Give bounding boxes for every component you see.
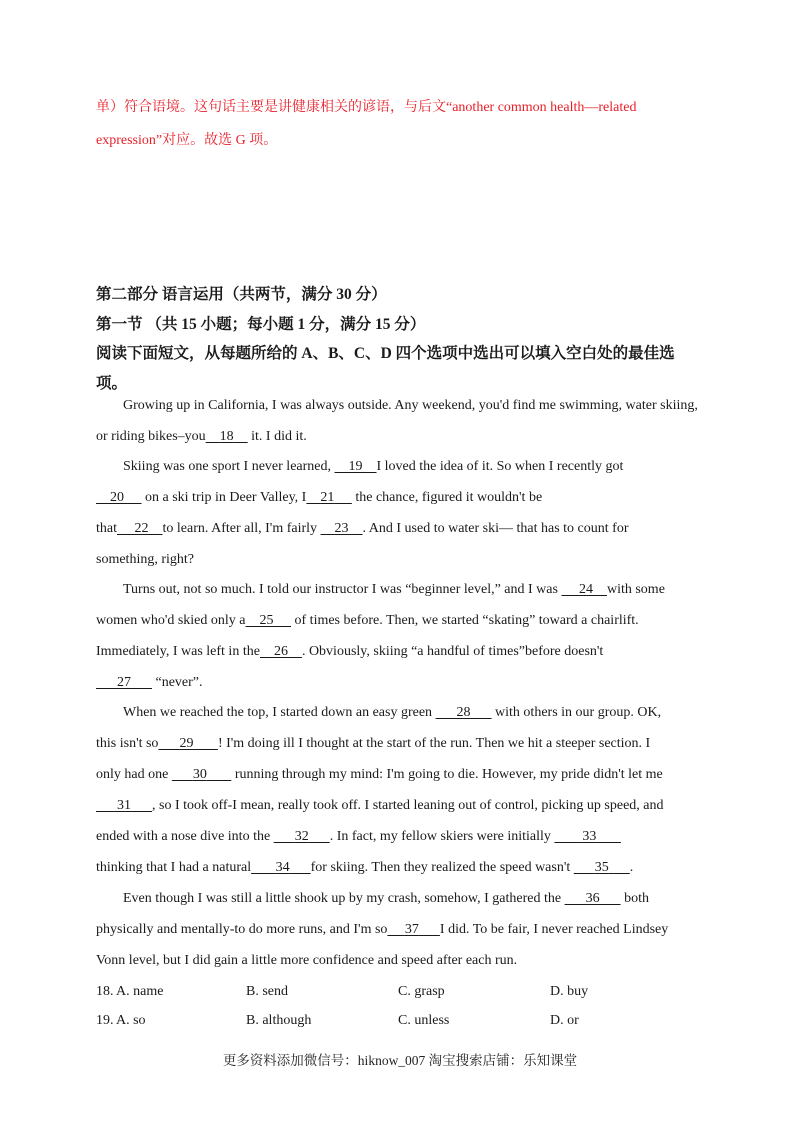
- passage-text: Growing up in California, I was always outside. Any weekend, you'd find me swimming, water skiing,: [123, 398, 698, 413]
- blank-32: 32: [294, 829, 309, 844]
- passage-text: something, right?: [96, 552, 194, 567]
- passage-line: [96, 429, 307, 445]
- passage-line: [96, 829, 621, 845]
- blank-19: 19: [348, 459, 363, 474]
- instruction-line-1: 阅读下面短文，从每题所给的 A、B、C、D 四个选项中选出可以填入空白处的最佳选: [96, 345, 675, 362]
- passage-text: Skiing was one sport I never learned,: [123, 459, 335, 474]
- instruction-line-2: 项。: [96, 375, 128, 392]
- passage-text: only had one: [96, 767, 172, 782]
- passage-text: or riding bikes–you: [96, 429, 206, 444]
- option-a: A. name: [116, 984, 164, 999]
- passage-text: of times before. Then, we started “skating” toward a chairlift.: [291, 613, 639, 628]
- blank-21: 21: [320, 490, 335, 505]
- option-a: A. so: [116, 1013, 146, 1028]
- option-c: C. grasp: [398, 984, 445, 999]
- passage-text: with some: [606, 582, 665, 597]
- passage-line: [96, 675, 203, 691]
- passage-text: .: [629, 860, 634, 875]
- passage-text: ! I'm doing ill I thought at the start of the run. Then we hit a steeper section. I: [217, 736, 651, 751]
- passage-text: that: [96, 521, 117, 536]
- passage-line: [123, 398, 698, 414]
- explanation-line-2: expression”对应。故选 G 项。: [96, 133, 278, 148]
- option-d: D. or: [550, 1013, 579, 1028]
- blank-37: 37: [404, 922, 419, 937]
- passage-text: Even though I was still a little shook up by my crash, somehow, I gathered the: [123, 891, 565, 906]
- passage-line: [96, 613, 639, 629]
- blank-33: 33: [582, 829, 597, 844]
- blank-28: 28: [456, 705, 471, 720]
- passage-text: with others in our group. OK,: [491, 705, 662, 720]
- passage-line: [123, 705, 661, 721]
- blank-24: 24: [578, 582, 593, 597]
- question-number: 19.: [96, 1013, 114, 1028]
- blank-29: 29: [179, 736, 194, 751]
- passage-text: for skiing. Then they realized the speed wasn't: [310, 860, 574, 875]
- passage-line: [96, 521, 628, 537]
- passage-line: [123, 891, 649, 907]
- passage-text: to learn. After all, I'm fairly: [162, 521, 321, 536]
- passage-line: [96, 736, 650, 752]
- passage-text: women who'd skied only a: [96, 613, 246, 628]
- explanation-line-1: 单）符合语境。这句话主要是讲健康相关的谚语，与后文“another common health—related: [96, 100, 637, 115]
- part-heading: 第二部分 语言运用（共两节，满分 30 分）: [96, 286, 387, 303]
- section-heading: 第一节 （共 15 小题；每小题 1 分，满分 15 分）: [96, 316, 426, 333]
- passage-text: physically and mentally-to do more runs, and I'm so: [96, 922, 388, 937]
- blank-18: 18: [219, 429, 234, 444]
- passage-text: Vonn level, but I did gain a little more confidence and speed after each run.: [96, 953, 518, 968]
- blank-25: 25: [259, 613, 274, 628]
- passage-text: I loved the idea of it. So when I recently got: [376, 459, 624, 474]
- passage-text: on a ski trip in Deer Valley, I: [141, 490, 307, 505]
- blank-27: 27: [117, 675, 131, 690]
- passage-text: , so I took off-I mean, really took off. I started leaning out of control, picking up speed, and: [152, 798, 664, 813]
- passage-line: [96, 860, 633, 876]
- option-d: D. buy: [550, 984, 589, 999]
- blank-26: 26: [273, 644, 288, 659]
- passage-text: “never”.: [152, 675, 203, 690]
- passage-line: [123, 459, 623, 475]
- passage-text: . In fact, my fellow skiers were initially: [329, 829, 555, 844]
- passage-line: [96, 953, 517, 969]
- option-b: B. send: [246, 984, 288, 999]
- passage-text: When we reached the top, I started down an easy green: [123, 705, 436, 720]
- passage-text: both: [620, 891, 649, 906]
- passage-text: ended with a nose dive into the: [96, 829, 274, 844]
- passage-text: Turns out, not so much. I told our instructor I was “beginner level,” and I was: [123, 582, 562, 597]
- blank-31: 31: [117, 798, 131, 813]
- blank-34: 34: [275, 860, 290, 875]
- passage-line: [96, 922, 668, 938]
- question-number: 18.: [96, 984, 114, 999]
- blank-36: 36: [585, 891, 600, 906]
- blank-22: 22: [134, 521, 149, 536]
- blank-20: 20: [110, 490, 124, 505]
- passage-text: the chance, figured it wouldn't be: [351, 490, 543, 505]
- passage-line: [96, 552, 194, 568]
- blank-23: 23: [334, 521, 349, 536]
- option-b: B. although: [246, 1013, 312, 1028]
- passage-text: Immediately, I was left in the: [96, 644, 260, 659]
- passage-line: [96, 644, 603, 660]
- passage-text: it. I did it.: [247, 429, 307, 444]
- passage-line: [96, 490, 542, 506]
- page-footer: 更多资料添加微信号：hiknow_007 淘宝搜索店铺：乐知课堂: [222, 1053, 578, 1068]
- passage-text: . Obviously, skiing “a handful of times”before doesn't: [301, 644, 604, 659]
- passage-text: thinking that I had a natural: [96, 860, 252, 875]
- passage-line: [96, 767, 663, 783]
- passage-text: running through my mind: I'm going to die. However, my pride didn't let me: [231, 767, 663, 782]
- passage-line: [123, 582, 665, 598]
- passage-text: . And I used to water ski— that has to count for: [362, 521, 629, 536]
- blank-35: 35: [594, 860, 609, 875]
- blank-30: 30: [192, 767, 207, 782]
- passage-text: this isn't so: [96, 736, 159, 751]
- passage-line: [96, 798, 664, 814]
- passage-text: I did. To be fair, I never reached Lindsey: [439, 922, 669, 937]
- option-c: C. unless: [398, 1013, 450, 1028]
